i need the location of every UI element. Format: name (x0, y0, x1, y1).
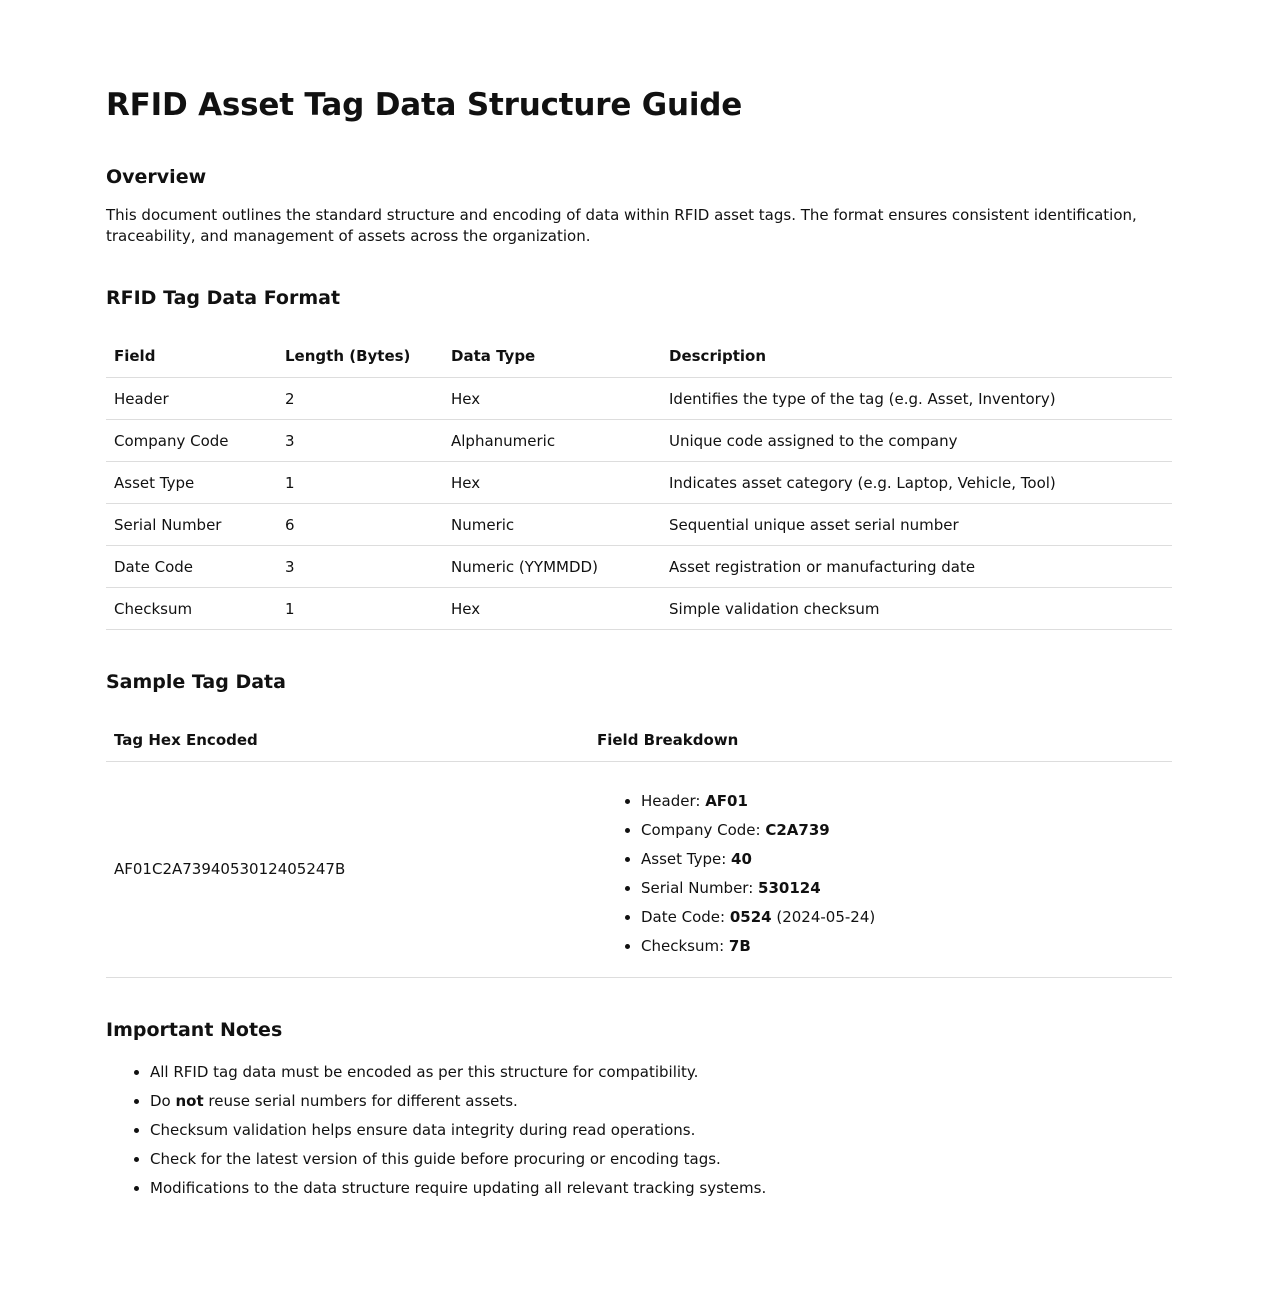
note-text: Checksum validation helps ensure data integrity during read operations. (150, 1120, 696, 1139)
length-cell: 6 (277, 504, 443, 546)
data-type-cell: Numeric (443, 504, 661, 546)
description-cell: Sequential unique asset serial number (661, 504, 1172, 546)
field-label: Company Code: (641, 820, 766, 839)
field-label: Checksum: (641, 936, 729, 955)
page-title: RFID Asset Tag Data Structure Guide (106, 87, 743, 123)
column-header-length: Length (Bytes) (277, 335, 443, 378)
length-cell: 3 (277, 546, 443, 588)
note-text: Do (150, 1091, 176, 1110)
data-type-cell: Hex (443, 588, 661, 630)
description-cell: Identifies the type of the tag (e.g. Asset, Inventory) (661, 378, 1172, 420)
notes-heading: Important Notes (106, 1018, 283, 1041)
tag-hex-cell: AF01C2A7394053012405247B (106, 761, 589, 977)
length-cell: 1 (277, 588, 443, 630)
notes-list (106, 1058, 1172, 1203)
field-value: 530124 (758, 878, 821, 897)
field-label: Serial Number: (641, 878, 759, 897)
data-type-cell: Hex (443, 378, 661, 420)
field-suffix: (2024-05-24) (771, 907, 876, 926)
format-section (106, 286, 1172, 630)
overview-section (106, 165, 1172, 248)
list-item (641, 816, 1164, 845)
data-type-cell: Numeric (YYMMDD) (443, 546, 661, 588)
table-row (106, 420, 1172, 462)
column-header-field: Field (106, 335, 277, 378)
note-text: All RFID tag data must be encoded as per this structure for compatibility. (150, 1062, 699, 1081)
note-text: Modifications to the data structure require updating all relevant tracking systems. (150, 1178, 767, 1197)
note-text: Check for the latest version of this guide before procuring or encoding tags. (150, 1149, 721, 1168)
list-item (641, 874, 1164, 903)
column-header-description: Description (661, 335, 1172, 378)
table-row (106, 761, 1172, 977)
field-label: Date Code: (641, 907, 730, 926)
notes-section (106, 1018, 1172, 1203)
sample-section (106, 670, 1172, 978)
data-type-cell: Alphanumeric (443, 420, 661, 462)
note-text-after: reuse serial numbers for different assets. (203, 1091, 518, 1110)
description-cell: Unique code assigned to the company (661, 420, 1172, 462)
table-row (106, 504, 1172, 546)
overview-text: This document outlines the standard structure and encoding of data within RFID asset tags. The format ensures consistent identification, traceability, and management of assets across the organization. (106, 206, 1137, 246)
field-cell: Serial Number (106, 504, 277, 546)
format-heading: RFID Tag Data Format (106, 287, 341, 310)
list-item (150, 1058, 1172, 1087)
field-breakdown-list (597, 787, 1164, 961)
description-cell: Asset registration or manufacturing date (661, 546, 1172, 588)
format-table-header-row (106, 335, 1172, 378)
list-item (150, 1116, 1172, 1145)
field-cell: Header (106, 378, 277, 420)
field-breakdown-cell (589, 761, 1172, 977)
list-item (150, 1145, 1172, 1174)
sample-heading: Sample Tag Data (106, 671, 286, 694)
field-value: 0524 (729, 907, 772, 926)
data-type-cell: Hex (443, 462, 661, 504)
table-row (106, 588, 1172, 630)
field-cell: Checksum (106, 588, 277, 630)
field-label: Header: (641, 791, 706, 810)
list-item (150, 1087, 1172, 1116)
field-label: Asset Type: (641, 849, 732, 868)
column-header-data-type: Data Type (443, 335, 661, 378)
list-item (641, 845, 1164, 874)
field-value: AF01 (705, 791, 748, 810)
column-header-tag-hex: Tag Hex Encoded (106, 719, 589, 762)
sample-table (106, 719, 1172, 978)
list-item (641, 903, 1164, 932)
overview-heading: Overview (106, 165, 207, 188)
field-value: C2A739 (765, 820, 830, 839)
description-cell: Indicates asset category (e.g. Laptop, Vehicle, Tool) (661, 462, 1172, 504)
table-row (106, 462, 1172, 504)
length-cell: 3 (277, 420, 443, 462)
note-emphasis: not (175, 1091, 204, 1110)
list-item (641, 932, 1164, 961)
length-cell: 2 (277, 378, 443, 420)
table-row (106, 546, 1172, 588)
description-cell: Simple validation checksum (661, 588, 1172, 630)
table-row (106, 378, 1172, 420)
list-item (150, 1174, 1172, 1203)
sample-table-header-row (106, 719, 1172, 762)
column-header-field-breakdown: Field Breakdown (589, 719, 1172, 762)
length-cell: 1 (277, 462, 443, 504)
field-value: 40 (731, 849, 752, 868)
format-table (106, 335, 1172, 630)
field-cell: Company Code (106, 420, 277, 462)
list-item (641, 787, 1164, 816)
field-cell: Asset Type (106, 462, 277, 504)
field-value: 7B (728, 936, 751, 955)
field-cell: Date Code (106, 546, 277, 588)
